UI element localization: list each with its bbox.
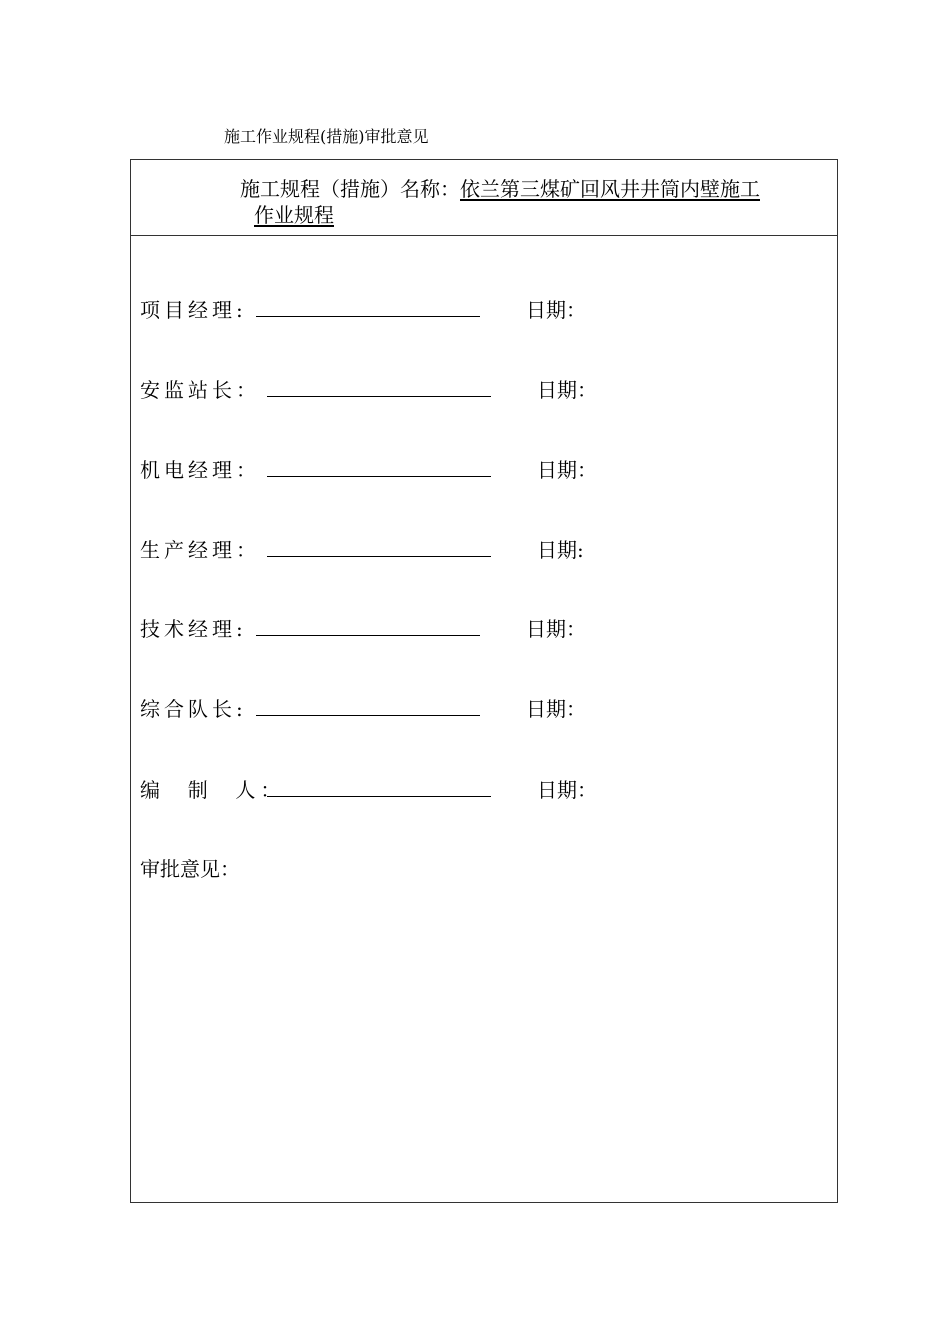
signature-line[interactable] [256,316,480,317]
procedure-name-value: 依兰第三煤矿回风井井筒内壁施工 [460,177,760,201]
procedure-name-line1 [240,173,760,202]
signature-label: 安监站长： [140,378,260,402]
signature-label: 机电经理： [140,458,260,482]
date-label: 日期: [537,538,584,562]
signature-line[interactable] [256,635,480,636]
signature-line[interactable] [267,476,491,477]
approval-opinion-area[interactable] [140,890,826,1190]
date-label: 日期： [526,617,586,641]
signature-line[interactable] [267,396,491,397]
date-label: 日期： [537,378,597,402]
signature-label: 综合队长: [140,697,247,721]
approval-opinion-label: 审批意见： [140,857,240,881]
procedure-name-value-cont: 作业规程 [254,203,334,227]
signature-line[interactable] [267,556,491,557]
signature-label: 项目经理: [140,298,247,322]
procedure-name-cell [131,160,837,236]
date-label: 日期： [537,778,597,802]
signature-label: 生产经理： [140,538,260,562]
signature-line[interactable] [256,715,480,716]
approval-form [130,159,838,1203]
date-label: 日期： [526,697,586,721]
date-label: 日期： [526,298,586,322]
signature-line[interactable] [267,796,491,797]
document-title: 施工作业规程(措施)审批意见 [224,127,429,146]
procedure-name-label: 施工规程（措施）名称： [240,177,460,201]
date-label: 日期： [537,458,597,482]
signature-label: 技术经理: [140,617,247,641]
signature-label: 编 制 人： [140,778,286,802]
